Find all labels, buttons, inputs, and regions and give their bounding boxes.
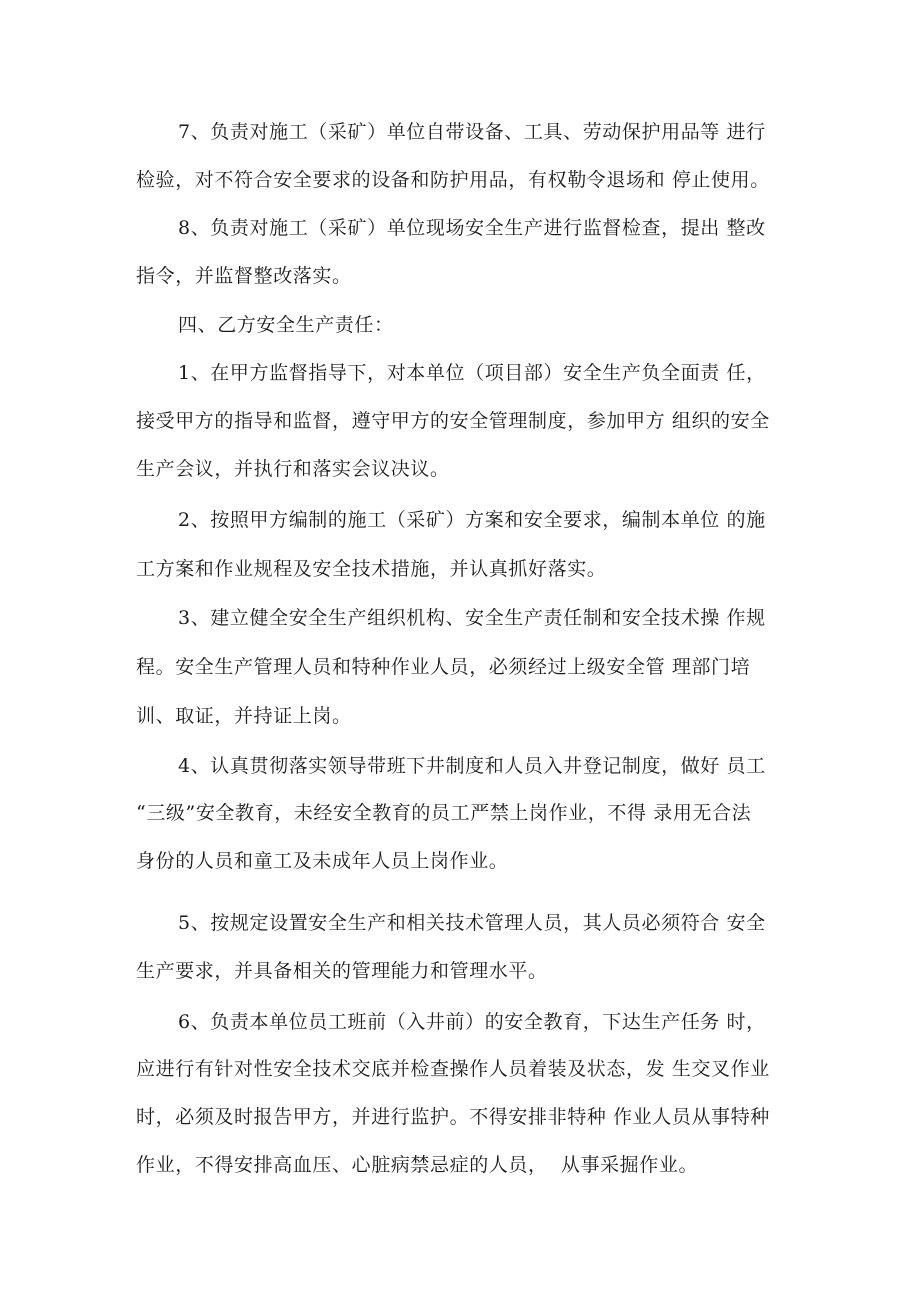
text-line: 生产会议，并执行和落实会议决议。	[136, 458, 450, 480]
text-line: 5、按规定设置安全生产和相关技术管理人员，其人员必须符合 安全	[178, 912, 766, 934]
text-line: 1、在甲方监督指导下，对本单位（项目部）安全生产负全面责 任，	[178, 362, 766, 384]
text-line: 作业，不得安排高血压、心脏病禁忌症的人员， 从事采掘作业。	[136, 1154, 699, 1176]
text-line: 6、负责本单位员工班前（入井前）的安全教育，下达生产任务 时，	[178, 1011, 766, 1033]
text-line: 4、认真贯彻落实领导带班下井制度和人员入井登记制度，做好 员工	[178, 755, 766, 777]
text-line: 3、建立健全安全生产组织机构、安全生产责任制和安全技术操 作规	[178, 607, 766, 629]
text-line: 时，必须及时报告甲方，并进行监护。不得安排非特种 作业人员从事特种	[136, 1106, 770, 1128]
text-line: 指令，并监督整改落实。	[136, 265, 352, 287]
text-line: 检验，对不符合安全要求的设备和防护用品，有权勒令退场和 停止使用。	[136, 169, 770, 191]
text-line: 身份的人员和童工及未成年人员上岗作业。	[136, 850, 509, 872]
text-line: 工方案和作业规程及安全技术措施，并认真抓好落实。	[136, 558, 607, 580]
text-line: 应进行有针对性安全技术交底并检查操作人员着装及状态，发 生交叉作业	[136, 1058, 770, 1080]
text-line: 接受甲方的指导和监督，遵守甲方的安全管理制度，参加甲方 组织的安全	[136, 410, 770, 432]
text-line: 7、负责对施工（采矿）单位自带设备、工具、劳动保护用品等 进行	[178, 121, 766, 143]
text-line: 2、按照甲方编制的施工（采矿）方案和安全要求，编制本单位 的施	[178, 509, 766, 531]
text-line: 生产要求，并具备相关的管理能力和管理水平。	[136, 960, 548, 982]
text-line: 四、乙方安全生产责任：	[178, 314, 394, 336]
text-line: 8、负责对施工（采矿）单位现场安全生产进行监督检查，提出 整改	[178, 217, 766, 239]
text-line: 程。安全生产管理人员和特种作业人员，必须经过上级安全管 理部门培	[136, 656, 751, 678]
text-line: “三级”安全教育，未经安全教育的员工严禁上岗作业，不得 录用无合法	[136, 802, 752, 824]
text-line: 训、取证，并持证上岗。	[136, 705, 352, 727]
